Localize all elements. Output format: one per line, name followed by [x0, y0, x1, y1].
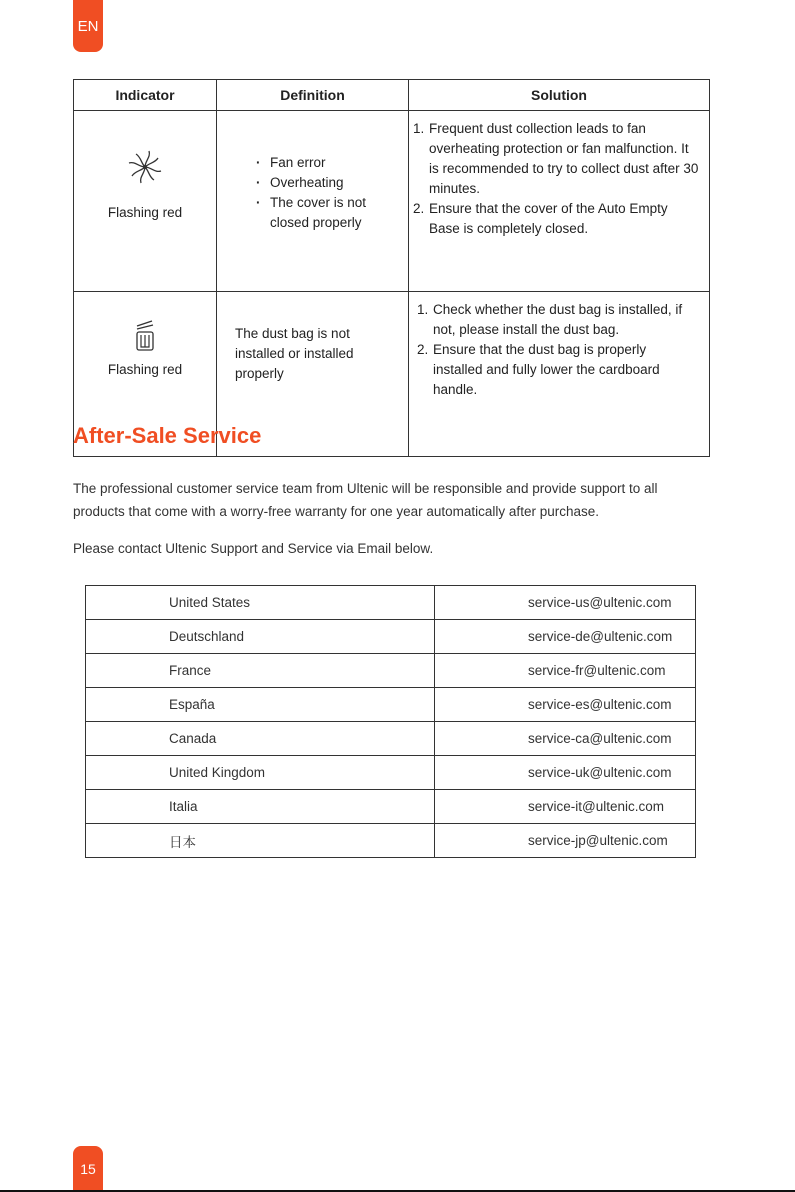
page-number: 15: [73, 1146, 103, 1192]
table-row: [86, 688, 696, 722]
country-cell: United States: [86, 586, 435, 620]
email-link[interactable]: service-jp@ultenic.com: [435, 824, 696, 858]
country-cell: France: [86, 654, 435, 688]
solution-item: 1. Check whether the dust bag is installed, if not, please install the dust bag.: [417, 302, 683, 337]
definition-text: The dust bag is not installed or installed properly: [235, 326, 354, 381]
indicator-cell: [74, 111, 217, 292]
contact-paragraph: Please contact Ultenic Support and Service via Email below.: [73, 541, 434, 556]
table-row: [86, 756, 696, 790]
troubleshooting-table: [73, 79, 710, 457]
email-link[interactable]: service-fr@ultenic.com: [435, 654, 696, 688]
definition-item: · Fan error: [254, 153, 408, 173]
section-title: After-Sale Service: [73, 423, 262, 448]
email-link[interactable]: service-uk@ultenic.com: [435, 756, 696, 790]
country-cell: España: [86, 688, 435, 722]
warranty-paragraph: The professional customer service team from Ultenic will be responsible and provide support to all products that come with a worry-free warranty for one year automatically after purchase.: [73, 481, 658, 519]
country-cell: Italia: [86, 790, 435, 824]
column-header-indicator: Indicator: [74, 80, 217, 111]
definition-item: · Overheating: [254, 173, 408, 193]
country-cell: 日本: [86, 824, 435, 858]
column-header-definition: Definition: [217, 80, 409, 111]
table-row: [74, 111, 710, 292]
indicator-label: Flashing red: [107, 205, 183, 220]
country-cell: Canada: [86, 722, 435, 756]
indicator-label: Flashing red: [107, 362, 183, 377]
table-row: [86, 824, 696, 858]
solution-item: 2. Ensure that the dust bag is properly installed and fully lower the cardboard handle.: [417, 342, 660, 397]
table-row: [86, 722, 696, 756]
definition-cell: [217, 111, 409, 292]
email-link[interactable]: service-us@ultenic.com: [435, 586, 696, 620]
contact-table: [85, 585, 696, 858]
definition-item: · The cover is not closed properly: [254, 193, 380, 233]
email-link[interactable]: service-ca@ultenic.com: [435, 722, 696, 756]
table-row: [86, 790, 696, 824]
solution-cell: [409, 111, 710, 292]
solution-cell: [409, 292, 710, 457]
country-cell: Deutschland: [86, 620, 435, 654]
solution-item: 1. Frequent dust collection leads to fan overheating protection or fan malfunction. It is recommended to try to collect dust after 30 minutes.: [413, 121, 699, 196]
fan-icon: [125, 147, 165, 187]
country-cell: United Kingdom: [86, 756, 435, 790]
column-header-solution: Solution: [409, 80, 710, 111]
email-link[interactable]: service-de@ultenic.com: [435, 620, 696, 654]
email-link[interactable]: service-es@ultenic.com: [435, 688, 696, 722]
language-tab: EN: [73, 0, 103, 52]
table-row: [86, 620, 696, 654]
solution-item: 2. Ensure that the cover of the Auto Empty Base is completely closed.: [413, 201, 668, 236]
table-row: [86, 586, 696, 620]
table-row: [86, 654, 696, 688]
dust-bag-icon: [134, 320, 156, 352]
email-link[interactable]: service-it@ultenic.com: [435, 790, 696, 824]
